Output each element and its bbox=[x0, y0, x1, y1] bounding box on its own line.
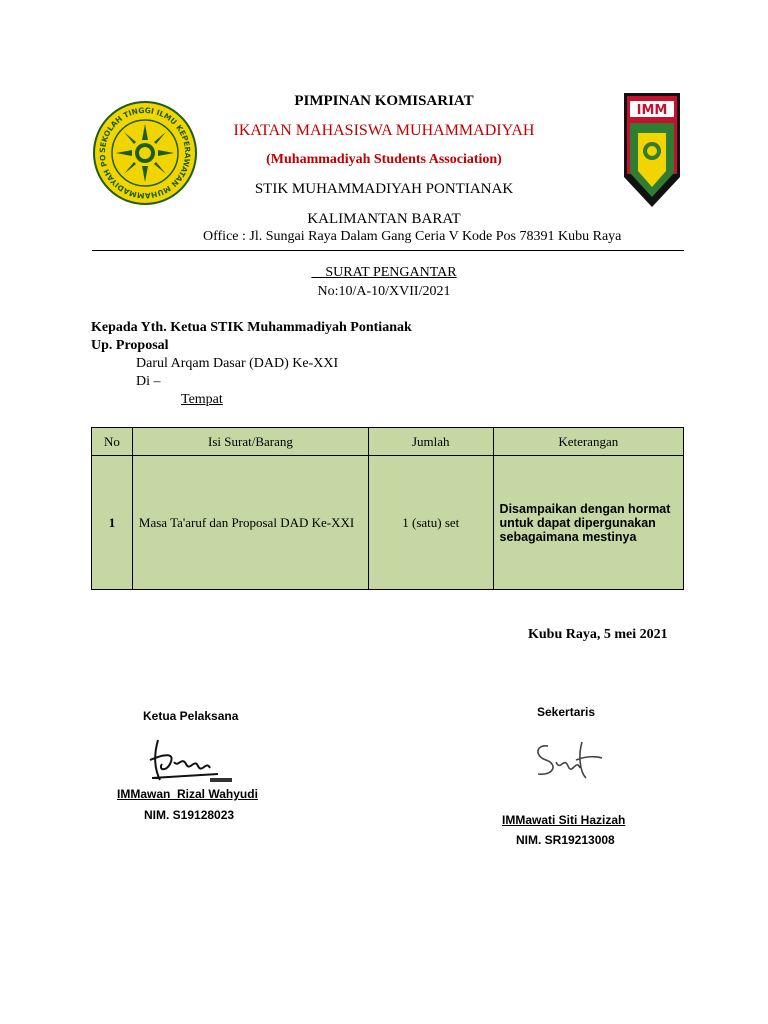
tempat-label: Tempat bbox=[181, 392, 223, 407]
office-address: Office : Jl. Sungai Raya Dalam Gang Ceria V Kode Pos 78391 Kubu Raya bbox=[203, 229, 622, 244]
left-signature-image bbox=[140, 734, 236, 786]
letter-title: SURAT PENGANTAR bbox=[311, 265, 457, 280]
table-header-cell: Isi Surat/Barang bbox=[132, 428, 368, 456]
subject: Darul Arqam Dasar (DAD) Ke-XXI bbox=[136, 356, 339, 371]
letter-title-wrap bbox=[0, 265, 768, 281]
table-header-cell: Keterangan bbox=[493, 428, 683, 456]
table-row bbox=[92, 456, 684, 590]
header-line-1: PIMPINAN KOMISARIAT bbox=[294, 93, 474, 109]
table-cell-jumlah: 1 (satu) set bbox=[369, 456, 494, 590]
addressee: Kepada Yth. Ketua STIK Muhammadiyah Pontianak bbox=[91, 320, 412, 335]
table-cell-isi: Masa Ta'aruf dan Proposal DAD Ke-XXI bbox=[132, 456, 368, 590]
table-cell-no: 1 bbox=[92, 456, 133, 590]
table-cell-keterangan: Disampaikan dengan hormat untuk dapat dipergunakan sebagaimana mestinya bbox=[493, 456, 683, 590]
header-divider bbox=[92, 250, 684, 251]
right-signature-name: IMMawati Siti Hazizah bbox=[502, 813, 626, 827]
right-signature-role: Sekertaris bbox=[537, 705, 596, 719]
letter-number: No:10/A-10/XVII/2021 bbox=[317, 284, 451, 299]
left-signature-nim: NIM. S19128023 bbox=[144, 808, 235, 822]
table-header-row bbox=[92, 428, 684, 456]
table-header-cell: No bbox=[92, 428, 133, 456]
right-signature-nim: NIM. SR19213008 bbox=[516, 833, 615, 847]
table-header-cell: Jumlah bbox=[369, 428, 494, 456]
left-signature-name: IMMawan Rizal Wahyudi bbox=[117, 787, 258, 801]
left-signature-role: Ketua Pelaksana bbox=[143, 709, 239, 723]
header-line-2: IKATAN MAHASISWA MUHAMMADIYAH bbox=[233, 122, 535, 139]
header-line-3: (Muhammadiyah Students Association) bbox=[266, 152, 502, 167]
svg-text:SEKOLAH TINGGI ILMU KEPERAWATA: SEKOLAH TINGGI ILMU KEPERAWATAN MUHAMMADIYAH PO bbox=[97, 105, 193, 201]
items-table bbox=[91, 427, 684, 590]
right-signature-image bbox=[526, 732, 610, 788]
header-line-5: KALIMANTAN BARAT bbox=[307, 211, 461, 227]
di-label: Di – bbox=[136, 374, 161, 389]
header-line-4: STIK MUHAMMADIYAH PONTIANAK bbox=[254, 181, 514, 197]
svg-text:IMM: IMM bbox=[636, 103, 668, 118]
addressee-up: Up. Proposal bbox=[91, 338, 169, 353]
date-place: Kubu Raya, 5 mei 2021 bbox=[528, 627, 668, 642]
